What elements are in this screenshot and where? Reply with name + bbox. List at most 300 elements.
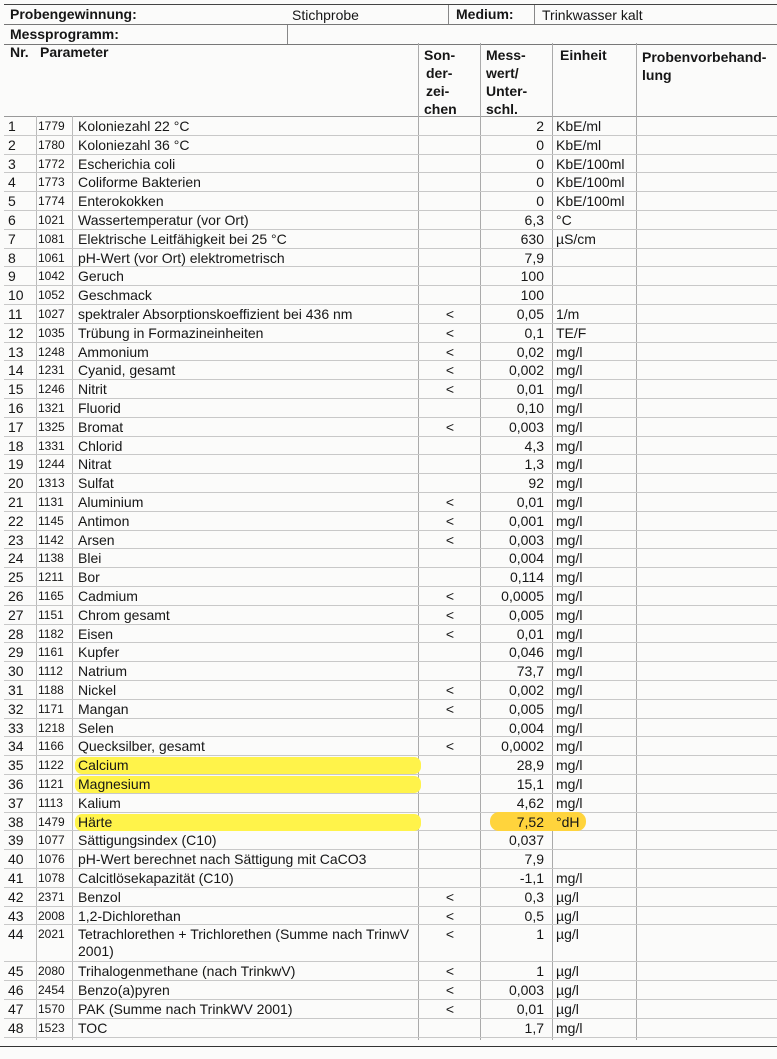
table-row xyxy=(4,323,777,343)
table-row xyxy=(4,210,777,230)
parameter-code: 1076 xyxy=(38,852,65,867)
measured-value: 6,3 xyxy=(524,212,544,228)
measured-value: 0,10 xyxy=(516,400,544,416)
measured-value: 0,037 xyxy=(508,832,544,849)
unit: mg/l xyxy=(556,776,583,792)
parameter-code: 1523 xyxy=(38,1020,65,1035)
parameter-code: 1121 xyxy=(38,777,64,791)
parameter-name: Kalium xyxy=(78,794,121,811)
parameter-code: 1313 xyxy=(38,476,65,491)
parameter-name: Antimon xyxy=(78,512,130,529)
unit: mg/l xyxy=(556,569,583,586)
measured-value: 0,0002 xyxy=(501,738,544,755)
bottom-rule xyxy=(0,1046,777,1047)
sonderzeichen: < xyxy=(445,888,455,905)
row-number: 2 xyxy=(8,136,16,153)
parameter-code: 1042 xyxy=(38,269,65,284)
unit: °dH xyxy=(556,813,580,830)
medium-value: Trinkwasser kalt xyxy=(542,7,643,23)
parameter-code: 1211 xyxy=(38,570,64,585)
messprogramm-label: Messprogramm: xyxy=(10,26,119,42)
parameter-code: 1052 xyxy=(38,288,65,303)
sonderzeichen: < xyxy=(445,531,455,548)
measured-value: 0,005 xyxy=(508,700,544,717)
header-row-program xyxy=(4,25,777,45)
sonderzeichen: < xyxy=(445,700,455,717)
parameter-code: 1321 xyxy=(38,401,65,415)
measured-value: 0,046 xyxy=(508,644,544,661)
table-row xyxy=(4,229,777,249)
sonderzeichen: < xyxy=(445,907,455,924)
table-row xyxy=(4,718,777,738)
table-row xyxy=(4,642,777,662)
parameter-code: 1166 xyxy=(38,739,64,754)
row-number: 8 xyxy=(8,249,16,266)
table-row xyxy=(4,266,777,286)
parameter-name: Chlorid xyxy=(78,437,123,454)
parameter-code: 1078 xyxy=(38,871,65,885)
parameter-name: Fluorid xyxy=(78,400,121,416)
parameter-code: 2021 xyxy=(38,927,65,942)
parameter-code: 1570 xyxy=(38,1002,65,1016)
row-number: 28 xyxy=(8,625,24,642)
row-number: 30 xyxy=(8,663,24,680)
unit: mg/l xyxy=(556,343,583,360)
parameter-name: Härte xyxy=(75,814,421,831)
parameter-name: Benzol xyxy=(78,888,121,905)
unit: 1/m xyxy=(556,306,580,322)
column-header-messwert: Mess- wert/ Unter- schl. xyxy=(486,47,528,117)
unit: µg/l xyxy=(556,907,579,924)
table-row xyxy=(4,755,777,775)
parameter-name: Nitrat xyxy=(78,456,112,473)
measured-value: 0,02 xyxy=(516,343,544,360)
measured-value: 0 xyxy=(536,193,544,210)
unit: KbE/100ml xyxy=(556,193,625,210)
row-number: 18 xyxy=(8,437,24,454)
table-row xyxy=(4,1018,777,1038)
report-header xyxy=(4,4,777,45)
table-row xyxy=(4,924,777,962)
measured-value: 0,05 xyxy=(516,306,544,322)
table-row xyxy=(4,812,777,832)
sonderzeichen: < xyxy=(445,1001,455,1017)
parameter-name: Quecksilber, gesamt xyxy=(78,738,205,755)
parameter-code: 1138 xyxy=(38,551,64,566)
unit: mg/l xyxy=(556,418,583,435)
table-row xyxy=(4,530,777,550)
row-number: 44 xyxy=(8,926,24,943)
parameter-name: Elektrische Leitfähigkeit bei 25 °C xyxy=(78,230,287,247)
unit: µg/l xyxy=(556,1001,579,1017)
measured-value: 0,003 xyxy=(508,982,544,999)
unit: mg/l xyxy=(556,381,583,398)
sonderzeichen: < xyxy=(445,418,455,435)
parameter-code: 1081 xyxy=(38,231,65,246)
parameter-name: pH-Wert berechnet nach Sättigung mit CaCO3 xyxy=(78,851,367,868)
row-number: 45 xyxy=(8,963,24,980)
parameter-name: Magnesium xyxy=(75,776,421,793)
sonderzeichen: < xyxy=(445,588,455,604)
measured-value: 0,01 xyxy=(516,1001,544,1017)
parameter-code: 1773 xyxy=(38,175,65,190)
parameter-name: Calcitlösekapazität (C10) xyxy=(78,870,234,886)
unit: mg/l xyxy=(556,362,583,379)
parameter-code: 1165 xyxy=(38,589,64,603)
parameter-name: Sättigungsindex (C10) xyxy=(78,832,217,849)
measured-value: 0,004 xyxy=(508,550,544,567)
measured-value: 0,01 xyxy=(516,381,544,398)
measured-value: 1,7 xyxy=(524,1019,544,1036)
measured-value: 15,1 xyxy=(516,776,544,792)
parameter-code: 1325 xyxy=(38,419,65,434)
parameter-code: 2454 xyxy=(38,983,65,998)
row-number: 29 xyxy=(8,644,24,661)
table-row xyxy=(4,135,777,155)
parameter-name: PAK (Summe nach TrinkWV 2001) xyxy=(78,1001,293,1017)
row-number: 20 xyxy=(8,475,24,492)
row-number: 5 xyxy=(8,193,16,210)
unit: mg/l xyxy=(556,794,583,811)
row-number: 32 xyxy=(8,700,24,717)
parameter-code: 1779 xyxy=(38,119,65,133)
measured-value: -1,1 xyxy=(519,870,544,886)
measured-value: 0,1 xyxy=(524,324,544,341)
sonderzeichen: < xyxy=(445,306,455,322)
parameter-name: Cyanid, gesamt xyxy=(78,362,176,379)
measured-value: 1,3 xyxy=(524,456,544,473)
sonderzeichen: < xyxy=(445,963,455,980)
parameter-code: 1151 xyxy=(38,607,64,622)
header-row-sample xyxy=(4,5,777,25)
unit: KbE/ml xyxy=(556,118,602,134)
row-number: 26 xyxy=(8,588,24,604)
row-number: 1 xyxy=(8,118,16,134)
unit: mg/l xyxy=(556,456,583,473)
row-number: 35 xyxy=(8,757,24,774)
measured-value: 0,002 xyxy=(508,682,544,698)
measured-value: 2 xyxy=(536,118,544,134)
parameter-name: Blei xyxy=(78,550,102,567)
column-header-probenvorbehandlung: Probenvorbehand- lung xyxy=(642,49,767,83)
measured-value: 100 xyxy=(520,287,544,304)
unit: mg/l xyxy=(556,700,583,717)
parameter-name: Selen xyxy=(78,719,114,736)
table-row xyxy=(4,774,777,794)
measured-value: 0,001 xyxy=(508,512,544,529)
probengewinnung-value: Stichprobe xyxy=(292,7,359,23)
table-row xyxy=(4,304,777,324)
parameter-name: Nitrit xyxy=(78,381,107,398)
table-row xyxy=(4,868,777,888)
row-number: 24 xyxy=(8,550,24,567)
parameter-code: 1218 xyxy=(38,720,65,735)
parameter-name: Geruch xyxy=(78,268,124,285)
table-row xyxy=(4,699,777,719)
parameter-code: 1122 xyxy=(38,758,64,773)
measured-value: 0,005 xyxy=(508,606,544,623)
parameter-name: Trübung in Formazineinheiten xyxy=(78,324,264,341)
row-number: 12 xyxy=(8,324,24,341)
row-number: 11 xyxy=(8,306,23,322)
table-row xyxy=(4,454,777,474)
table-row xyxy=(4,567,777,587)
row-number: 36 xyxy=(8,776,24,792)
parameter-code: 1188 xyxy=(38,683,64,697)
measured-value: 0,01 xyxy=(516,494,544,510)
measured-value: 73,7 xyxy=(516,663,544,680)
row-number: 46 xyxy=(8,982,24,999)
row-number: 37 xyxy=(8,794,24,811)
table-row xyxy=(4,605,777,625)
parameter-code: 1027 xyxy=(38,307,65,321)
parameter-code: 1171 xyxy=(38,701,64,716)
table-row xyxy=(4,548,777,568)
table-row xyxy=(4,116,777,136)
parameter-code: 2080 xyxy=(38,964,65,979)
parameter-code: 2371 xyxy=(38,889,65,904)
measured-value: 0,004 xyxy=(508,719,544,736)
column-header-parameter: Parameter xyxy=(40,44,109,60)
measured-value: 1 xyxy=(536,926,544,943)
sonderzeichen: < xyxy=(445,926,455,943)
parameter-name: Aluminium xyxy=(78,494,144,510)
parameter-name: Calcium xyxy=(75,757,421,774)
parameter-name: TOC xyxy=(78,1019,108,1036)
table-row xyxy=(4,906,777,926)
parameter-code: 2008 xyxy=(38,908,65,923)
parameter-name: spektraler Absorptionskoeffizient bei 436 nm xyxy=(78,306,353,322)
unit: °C xyxy=(556,212,572,228)
unit: mg/l xyxy=(556,1019,583,1036)
table-row xyxy=(4,172,777,192)
unit: mg/l xyxy=(556,644,583,661)
unit: KbE/ml xyxy=(556,136,602,153)
row-number: 23 xyxy=(8,531,24,548)
table-row xyxy=(4,473,777,493)
unit: mg/l xyxy=(556,512,583,529)
unit: KbE/100ml xyxy=(556,174,625,191)
table-row xyxy=(4,680,777,700)
parameter-code: 1248 xyxy=(38,344,65,359)
row-number: 39 xyxy=(8,832,24,849)
medium-label: Medium: xyxy=(456,6,514,22)
parameter-code: 1077 xyxy=(38,833,65,848)
unit: mg/l xyxy=(556,738,583,755)
unit: µg/l xyxy=(556,926,579,943)
parameter-name: Kupfer xyxy=(78,644,120,661)
unit: mg/l xyxy=(556,475,583,492)
column-header-row xyxy=(4,43,777,117)
measured-value: 7,9 xyxy=(524,249,544,266)
measured-value: 0 xyxy=(536,155,544,172)
parameter-code: 1131 xyxy=(38,495,64,509)
table-row xyxy=(4,398,777,418)
row-number: 25 xyxy=(8,569,24,586)
measured-value: 7,52 xyxy=(516,813,544,830)
parameter-code: 1113 xyxy=(38,795,63,810)
unit: mg/l xyxy=(556,437,583,454)
parameter-name: Trihalogenmethane (nach TrinkwV) xyxy=(78,963,296,980)
table-row xyxy=(4,887,777,907)
parameter-name: Mangan xyxy=(78,700,129,717)
parameter-name: pH-Wert (vor Ort) elektrometrisch xyxy=(78,249,285,266)
unit: TE/F xyxy=(556,324,587,341)
measured-value: 0,002 xyxy=(508,362,544,379)
unit: mg/l xyxy=(556,531,583,548)
parameter-code: 1331 xyxy=(38,438,65,453)
measured-value: 4,3 xyxy=(524,437,544,454)
unit: mg/l xyxy=(556,682,583,698)
parameter-name: Coliforme Bakterien xyxy=(78,174,201,191)
unit: µg/l xyxy=(556,982,579,999)
row-number: 42 xyxy=(8,888,24,905)
parameter-code: 1244 xyxy=(38,457,65,472)
row-number: 7 xyxy=(8,230,16,247)
row-number: 38 xyxy=(8,813,24,830)
parameter-name: Sulfat xyxy=(78,475,114,492)
sonderzeichen: < xyxy=(445,362,455,379)
parameter-code: 1479 xyxy=(38,814,65,829)
column-header-sonderzeichen: Son- der- zei- chen xyxy=(424,47,457,117)
unit: mg/l xyxy=(556,757,583,774)
table-row xyxy=(4,360,777,380)
row-number: 9 xyxy=(8,268,16,285)
unit: mg/l xyxy=(556,550,583,567)
table-row xyxy=(4,285,777,305)
row-number: 19 xyxy=(8,456,24,473)
row-number: 47 xyxy=(8,1001,24,1017)
sonderzeichen: < xyxy=(445,625,455,642)
row-number: 41 xyxy=(8,870,24,886)
row-number: 31 xyxy=(8,682,24,698)
unit: µS/cm xyxy=(556,230,596,247)
column-header-einheit: Einheit xyxy=(560,47,607,63)
unit: mg/l xyxy=(556,663,583,680)
row-number: 3 xyxy=(8,155,16,172)
table-row xyxy=(4,624,777,644)
row-number: 21 xyxy=(8,494,24,510)
sonderzeichen: < xyxy=(445,494,455,510)
sonderzeichen: < xyxy=(445,512,455,529)
table-row xyxy=(4,379,777,399)
table-row xyxy=(4,511,777,531)
parameter-name: Nickel xyxy=(78,682,117,698)
table-row xyxy=(4,961,777,981)
table-row xyxy=(4,849,777,869)
sonderzeichen: < xyxy=(445,682,455,698)
table-row xyxy=(4,586,777,606)
unit: mg/l xyxy=(556,400,583,416)
row-number: 16 xyxy=(8,400,24,416)
table-row xyxy=(4,492,777,512)
parameter-code: 1774 xyxy=(38,194,65,209)
row-number: 33 xyxy=(8,719,24,736)
sonderzeichen: < xyxy=(445,738,455,755)
parameter-name: Koloniezahl 36 °C xyxy=(78,136,190,153)
parameter-code: 1780 xyxy=(38,137,65,152)
unit: mg/l xyxy=(556,494,583,510)
unit: µg/l xyxy=(556,963,579,980)
measured-value: 0,01 xyxy=(516,625,544,642)
measured-value: 0,003 xyxy=(508,418,544,435)
table-row xyxy=(4,342,777,362)
parameter-code: 1112 xyxy=(38,664,63,679)
probengewinnung-label: Probengewinnung: xyxy=(10,6,137,22)
row-number: 15 xyxy=(8,381,24,398)
measured-value: 100 xyxy=(520,268,544,285)
parameter-code: 1145 xyxy=(38,513,64,528)
parameter-code: 1246 xyxy=(38,382,65,397)
unit: mg/l xyxy=(556,588,583,604)
row-number: 4 xyxy=(8,174,16,191)
table-row xyxy=(4,661,777,681)
parameter-name: Tetrachlorethen + Trichlorethen (Summe nach TrinwV 2001) xyxy=(78,926,410,960)
table-row xyxy=(4,417,777,437)
parameter-name: Chrom gesamt xyxy=(78,606,170,623)
measured-value: 0,003 xyxy=(508,531,544,548)
table-row xyxy=(4,436,777,456)
table-row xyxy=(4,793,777,813)
parameter-name: Natrium xyxy=(78,663,128,680)
measured-value: 630 xyxy=(520,230,544,247)
parameter-name: Benzo(a)pyren xyxy=(78,982,170,999)
measured-value: 0,114 xyxy=(510,569,544,586)
measured-value: 0,5 xyxy=(524,907,544,924)
measured-value: 28,9 xyxy=(516,757,544,774)
parameter-name: Bor xyxy=(78,569,100,586)
row-number: 27 xyxy=(8,606,24,623)
sonderzeichen: < xyxy=(445,343,455,360)
table-row xyxy=(4,999,777,1019)
parameter-code: 1021 xyxy=(38,213,65,227)
measured-value: 92 xyxy=(528,475,544,492)
parameter-name: Bromat xyxy=(78,418,124,435)
measured-value: 1 xyxy=(536,963,544,980)
unit: mg/l xyxy=(556,625,583,642)
table-row xyxy=(4,736,777,756)
row-number: 13 xyxy=(8,343,24,360)
parameter-code: 1061 xyxy=(38,250,65,265)
sonderzeichen: < xyxy=(445,606,455,623)
parameter-name: Enterokokken xyxy=(78,193,164,210)
parameter-name: Ammonium xyxy=(78,343,149,360)
unit: mg/l xyxy=(556,870,583,886)
unit: mg/l xyxy=(556,719,583,736)
parameter-name: Arsen xyxy=(78,531,115,548)
table-row xyxy=(4,980,777,1000)
parameter-name: Koloniezahl 22 °C xyxy=(78,118,190,134)
measured-value: 7,9 xyxy=(524,851,544,868)
parameter-name: Wassertemperatur (vor Ort) xyxy=(78,212,249,228)
row-number: 40 xyxy=(8,851,24,868)
parameter-name: Eisen xyxy=(78,625,114,642)
parameter-code: 1231 xyxy=(38,363,65,378)
parameter-code: 1035 xyxy=(38,325,65,340)
row-number: 22 xyxy=(8,512,24,529)
measured-value: 4,62 xyxy=(516,794,544,811)
table-row xyxy=(4,191,777,211)
parameter-name: Escherichia coli xyxy=(78,155,176,172)
measured-value: 0 xyxy=(536,136,544,153)
measured-value: 0,3 xyxy=(524,888,544,905)
parameter-code: 1161 xyxy=(38,645,64,660)
row-number: 34 xyxy=(8,738,24,755)
parameter-code: 1772 xyxy=(38,156,65,171)
row-number: 48 xyxy=(8,1019,24,1036)
row-number: 43 xyxy=(8,907,24,924)
sonderzeichen: < xyxy=(445,324,455,341)
